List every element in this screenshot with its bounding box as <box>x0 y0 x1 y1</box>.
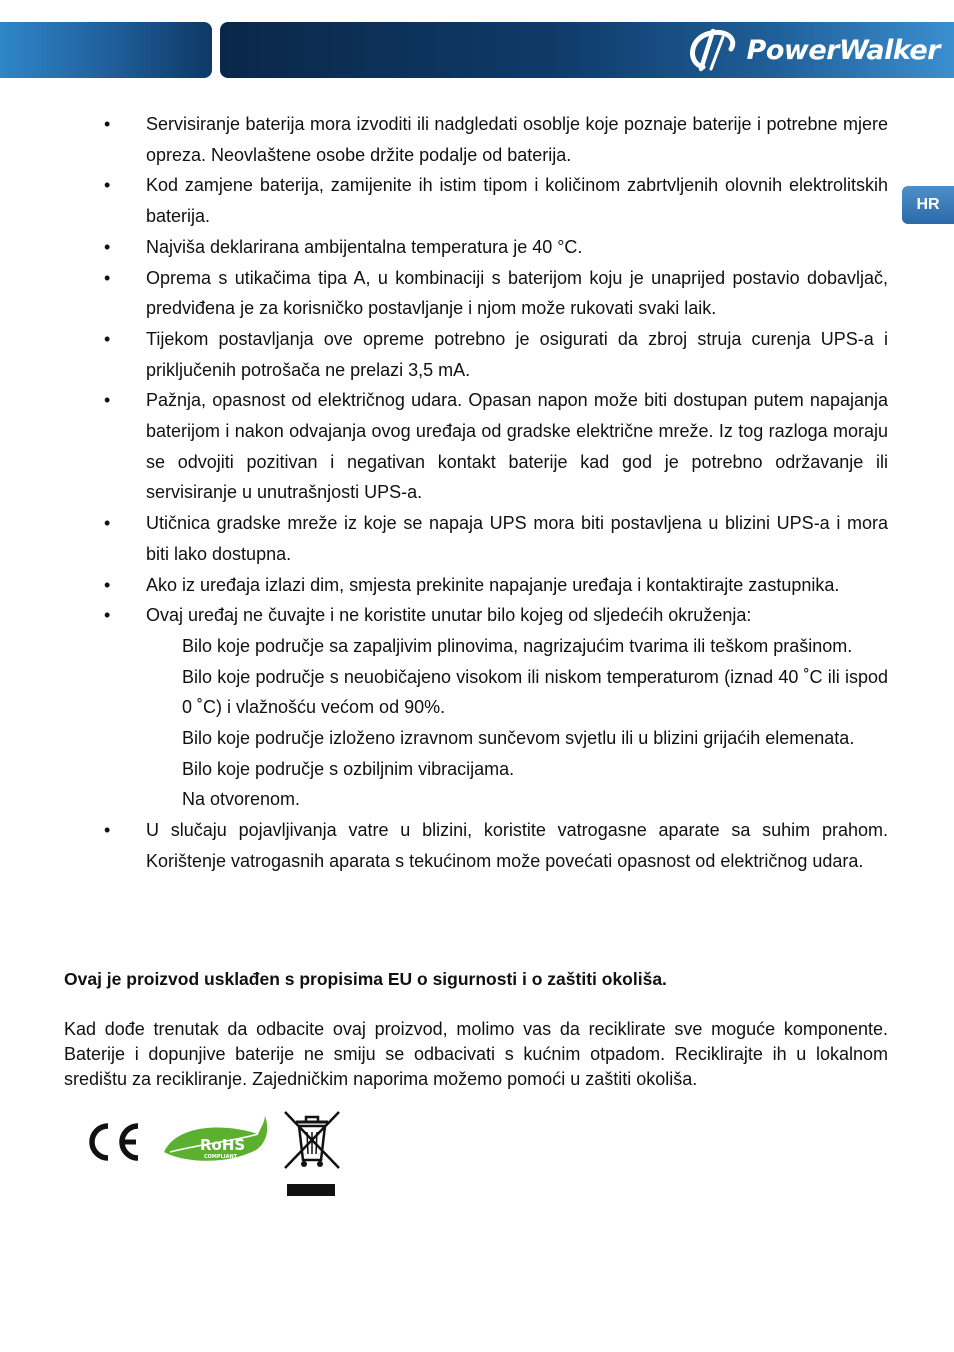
bullet-item: • Kod zamjene baterija, zamijenite ih istim tipom i količinom zabrtvljenih olovnih elektrolitskih baterija. <box>100 170 888 231</box>
environment-item: Bilo koje područje sa zapaljivim plinovima, nagrizajućim tvarima ili teškom prašinom. <box>182 635 853 656</box>
bullet-item: • Servisiranje baterija mora izvoditi ili nadgledati osoblje koje poznaje baterije i potrebne mjere opreza. Neovlaštene osobe držite podalje od baterija. <box>100 109 888 170</box>
environment-list <box>100 631 888 815</box>
crossed-out-bin-icon <box>282 1108 342 1198</box>
rohs-leaf-icon <box>160 1112 270 1164</box>
recycling-paragraph: Kad dođe trenutak da odbacite ovaj proizvod, molimo vas da reciklirate sve moguće komponente. Baterije i dopunjive baterije ne smiju se odbacivati s kućnim otpadom. Reciklirajte ih u lokalnom središtu za recikliranje. Zajedničkim naporima možemo pomoći u zaštiti okoliša. <box>64 1019 888 1089</box>
language-tab-hr[interactable]: HR <box>902 186 954 224</box>
ce-mark-icon <box>84 1122 144 1162</box>
eu-compliance-statement: Ovaj je proizvod usklađen s propisima EU o sigurnosti i o zaštiti okoliša. <box>64 969 667 989</box>
rohs-compliant-label: COMPLIANT <box>204 1154 238 1160</box>
bullet-item: • Utičnica gradske mreže iz koje se napaja UPS mora biti postavljena u blizini UPS-a i mora biti lako dostupna. <box>100 508 888 569</box>
header-left-band <box>0 22 212 78</box>
bullet-item-environments <box>100 600 888 631</box>
bullet-item: • U slučaju pojavljivanja vatre u blizini, koristite vatrogasne aparate sa suhim prahom. Korištenje vatrogasnih aparata s tekućinom može povećati opasnost od električnog udara. <box>100 815 888 876</box>
environment-item: Na otvorenom. <box>182 789 301 810</box>
header-right-band <box>220 22 954 78</box>
rohs-label: RoHS <box>200 1136 246 1154</box>
environments-intro: Ovaj uređaj ne čuvajte i ne koristite unutar bilo kojeg od sljedećih okruženja: <box>146 605 752 626</box>
brand-name: PowerWalker <box>746 34 940 66</box>
bullet-item: • Pažnja, opasnost od električnog udara. Opasan napon može biti dostupan putem napajanja baterijom i nakon odvajanja ovog uređaja od gradske električne mreže. Iz tog razloga moraju se odvojiti pozitivan i negativan kontakt baterije kad god je potrebno održavanje ili servisiranje u unutrašnjosti UPS-a. <box>100 385 888 508</box>
safety-bullet-list <box>100 109 888 877</box>
bullet-item: • Ako iz uređaja izlazi dim, smjesta prekinite napajanje uređaja i kontaktirajte zastupnika. <box>100 570 888 601</box>
environment-item: Bilo koje područje s neuobičajeno visokom ili niskom temperaturom (iznad 40 ˚C ili ispod 0 ˚C) i vlažnošću većom od 90%. <box>182 666 888 718</box>
brand-logo <box>683 26 940 74</box>
environment-item: Bilo koje područje s ozbiljnim vibracijama. <box>182 758 515 779</box>
powerwalker-logo-icon <box>683 27 741 73</box>
bullet-item: • Najviša deklarirana ambijentalna temperatura je 40 °C. <box>100 232 888 263</box>
bullet-item: • Oprema s utikačima tipa A, u kombinaciji s baterijom koju je unaprijed postavio dobavljač, predviđena je za korisničko postavljanje i njom može rukovati svaki laik. <box>100 263 888 324</box>
bullet-item: • Tijekom postavljanja ove opreme potrebno je osigurati da zbroj struja curenja UPS-a i priključenih potrošača ne prelazi 3,5 mA. <box>100 324 888 385</box>
environment-item: Bilo koje područje izloženo izravnom sunčevom svjetlu ili u blizini grijaćih elemenata. <box>182 728 855 749</box>
